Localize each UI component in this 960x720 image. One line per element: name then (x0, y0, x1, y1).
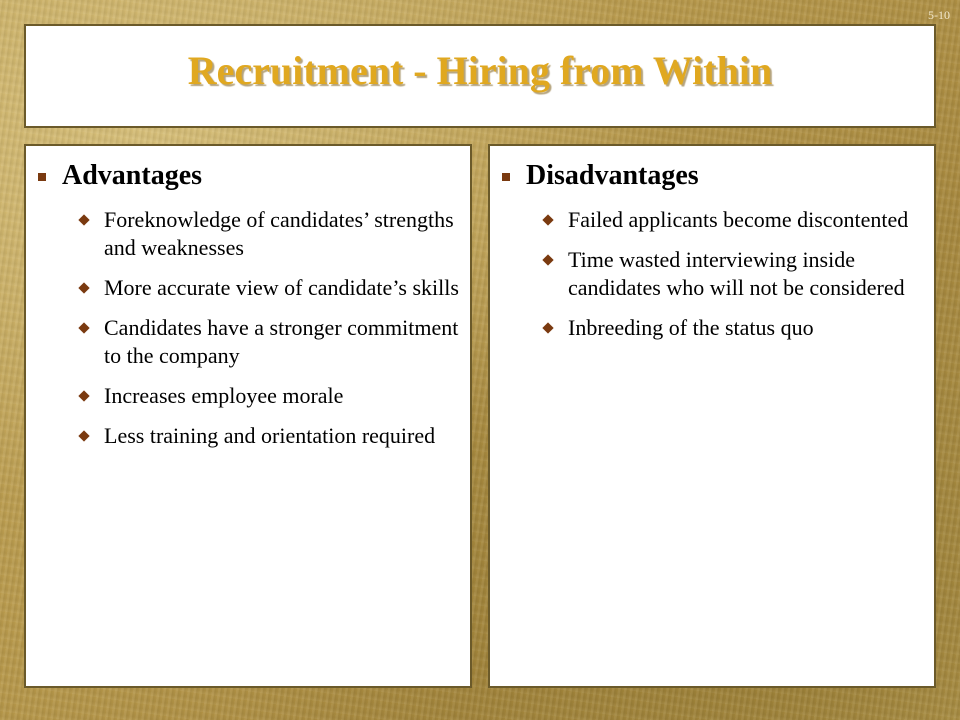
diamond-bullet-icon (78, 390, 89, 401)
advantage-text: Increases employee morale (104, 383, 344, 408)
advantage-text: Less training and orientation required (104, 423, 436, 448)
disadvantages-heading-row (502, 160, 699, 192)
advantage-text: More accurate view of candidate’s skills (104, 275, 459, 300)
list-item (542, 246, 926, 302)
advantages-heading-row (38, 160, 202, 192)
disadvantages-list (542, 206, 926, 354)
diamond-bullet-icon (78, 214, 89, 225)
diamond-bullet-icon (78, 282, 89, 293)
diamond-bullet-icon (542, 322, 553, 333)
list-item (78, 382, 462, 410)
diamond-bullet-icon (542, 214, 553, 225)
advantages-heading: Advantages (62, 160, 203, 191)
list-item (542, 314, 926, 342)
list-item (78, 422, 462, 450)
list-item (78, 206, 462, 262)
disadvantage-text: Time wasted interviewing inside candidates who will not be considered (568, 247, 905, 300)
disadvantages-panel (488, 144, 936, 688)
disadvantages-heading: Disadvantages (526, 160, 699, 191)
advantages-list (78, 206, 462, 462)
list-item (78, 274, 462, 302)
disadvantage-text: Failed applicants become discontented (568, 207, 909, 232)
list-item (542, 206, 926, 234)
advantages-panel (24, 144, 472, 688)
advantage-text: Candidates have a stronger commitment to the company (104, 315, 459, 368)
advantage-text: Foreknowledge of candidates’ strengths and weaknesses (104, 207, 454, 260)
disadvantage-text: Inbreeding of the status quo (568, 315, 814, 340)
diamond-bullet-icon (542, 254, 553, 265)
slide-title: Recruitment - Hiring from Within (187, 47, 773, 93)
square-bullet-icon (502, 173, 510, 181)
diamond-bullet-icon (78, 322, 89, 333)
list-item (78, 314, 462, 370)
square-bullet-icon (38, 173, 46, 181)
title-box (24, 24, 936, 128)
slide-number: 5-10 (928, 8, 950, 22)
diamond-bullet-icon (78, 430, 89, 441)
